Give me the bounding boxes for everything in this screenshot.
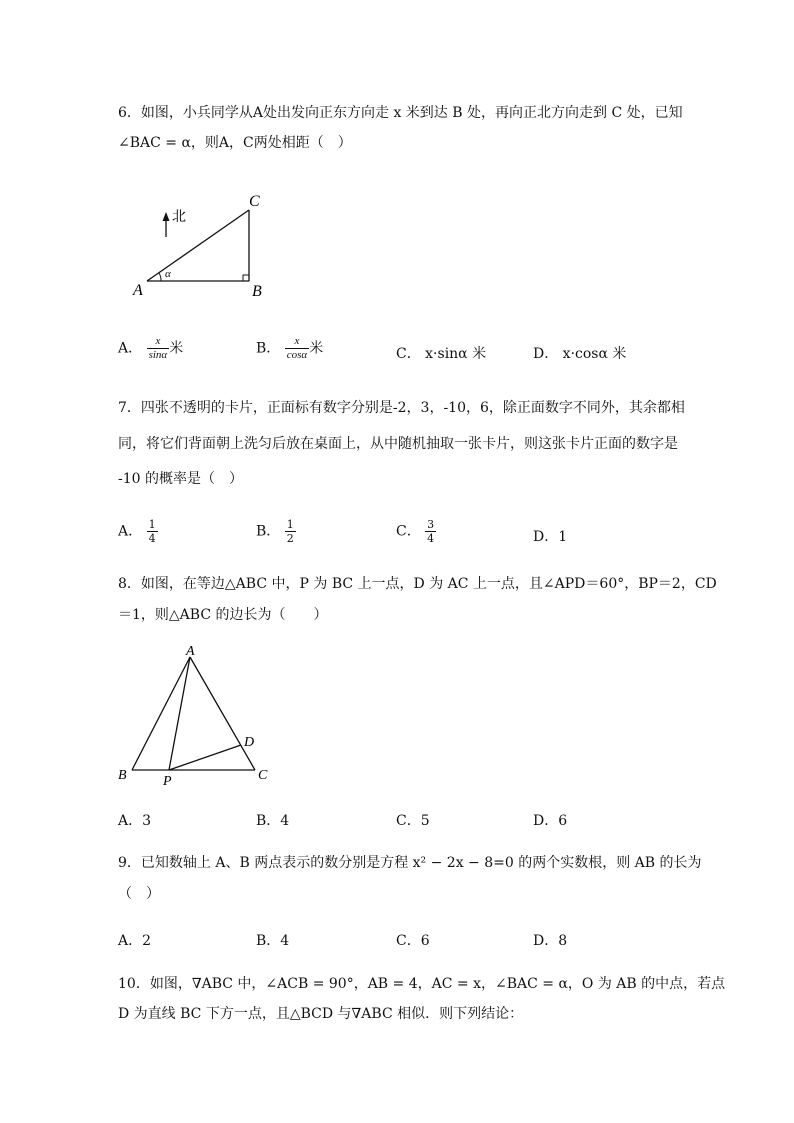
q8-figure — [112, 642, 282, 790]
q6-option-c[interactable]: C． x·sinα 米 — [396, 346, 487, 362]
segment-pd — [169, 745, 241, 770]
fraction: $\frac{x}{\cos\alpha}$ — [286, 335, 308, 361]
q7-option-d[interactable]: D．1 — [533, 529, 568, 545]
label-b: B — [252, 283, 262, 300]
segment-ab — [132, 657, 190, 770]
q8-option-d[interactable]: D．6 — [533, 813, 568, 829]
q6-stem-line1: 6．如图，小兵同学从A处出发向正东方向走 x 米到达 B 处，再向正北方向走到 C 处，已知 — [118, 105, 683, 121]
fraction: $\frac{1}{2}$ — [286, 518, 294, 545]
q6-option-d[interactable]: D． x·cosα 米 — [533, 346, 627, 362]
label-b: B — [118, 768, 127, 783]
q8-option-c[interactable]: C．5 — [396, 813, 430, 829]
right-angle-mark — [243, 275, 249, 281]
fraction: $\frac{1}{4}$ — [148, 518, 156, 545]
label-p: P — [163, 774, 172, 789]
q7-stem-line3: -10 的概率是（ ） — [118, 471, 243, 487]
q10-stem-line2: D 为直线 BC 下方一点，且△BCD 与∇ABC 相似．则下列结论： — [118, 1006, 524, 1022]
q9-option-d[interactable]: D．8 — [533, 933, 568, 949]
q7-option-c[interactable] — [396, 518, 436, 545]
label-c: C — [258, 768, 268, 783]
unit: 米 — [169, 340, 184, 357]
option-letter: C． — [396, 523, 421, 540]
option-letter: B． — [256, 523, 281, 540]
fraction: $\frac{3}{4}$ — [427, 518, 435, 545]
q9-option-c[interactable]: C．6 — [396, 933, 430, 949]
option-letter: A． — [118, 340, 143, 357]
q6-figure — [128, 190, 278, 305]
q8-option-b[interactable]: B．4 — [256, 813, 290, 829]
q6-option-a[interactable] — [118, 335, 183, 362]
q9-stem-line1: 9．已知数轴上 A、B 两点表示的数分别是方程 x² − 2x − 8=0 的两个实数根，则 AB 的长为 — [118, 855, 702, 871]
q7-stem-line2: 同，将它们背面朝上洗匀后放在桌面上，从中随机抽取一张卡片，则这张卡片正面的数字是 — [118, 436, 678, 452]
q8-option-a[interactable]: A．3 — [118, 813, 152, 829]
q9-stem-line2: （ ） — [118, 886, 160, 902]
option-letter: A． — [118, 523, 143, 540]
option-letter: B． — [256, 340, 281, 357]
label-a: A — [186, 644, 195, 659]
segment-ac — [147, 210, 249, 281]
unit: 米 — [309, 340, 324, 357]
q7-option-a[interactable] — [118, 518, 158, 545]
label-a: A — [133, 282, 143, 299]
q8-stem-line2: ＝1，则△ABC 的边长为（ ） — [118, 607, 328, 623]
segment-ac — [190, 657, 255, 770]
q10-stem-line1: 10．如图，∇ABC 中，∠ACB = 90°，AB = 4，AC = x，∠BAC = α，O 为 AB 的中点，若点 — [118, 976, 726, 992]
q7-option-b[interactable] — [256, 518, 296, 545]
label-d: D — [244, 735, 255, 750]
q6-option-b[interactable] — [256, 335, 323, 362]
q7-stem-line1: 7．四张不透明的卡片，正面标有数字分别是-2，3，-10，6，除正面数字不同外，其余都相 — [118, 400, 685, 416]
fraction: $\frac{x}{\sin\alpha}$ — [148, 335, 168, 361]
label-c: C — [249, 193, 260, 210]
angle-alpha-label: α — [165, 268, 171, 280]
north-label: 北 — [172, 210, 186, 225]
angle-arc — [159, 273, 161, 281]
north-arrow-icon — [163, 212, 170, 221]
segment-ap — [169, 657, 190, 770]
q9-option-b[interactable]: B．4 — [256, 933, 290, 949]
q9-option-a[interactable]: A．2 — [118, 933, 152, 949]
q6-stem-line2: ∠BAC = α，则A，C两处相距（ ） — [118, 135, 352, 151]
q8-stem-line1: 8．如图，在等边△ABC 中，P 为 BC 上一点，D 为 AC 上一点，且∠APD＝60°，BP＝2，CD — [118, 576, 717, 592]
